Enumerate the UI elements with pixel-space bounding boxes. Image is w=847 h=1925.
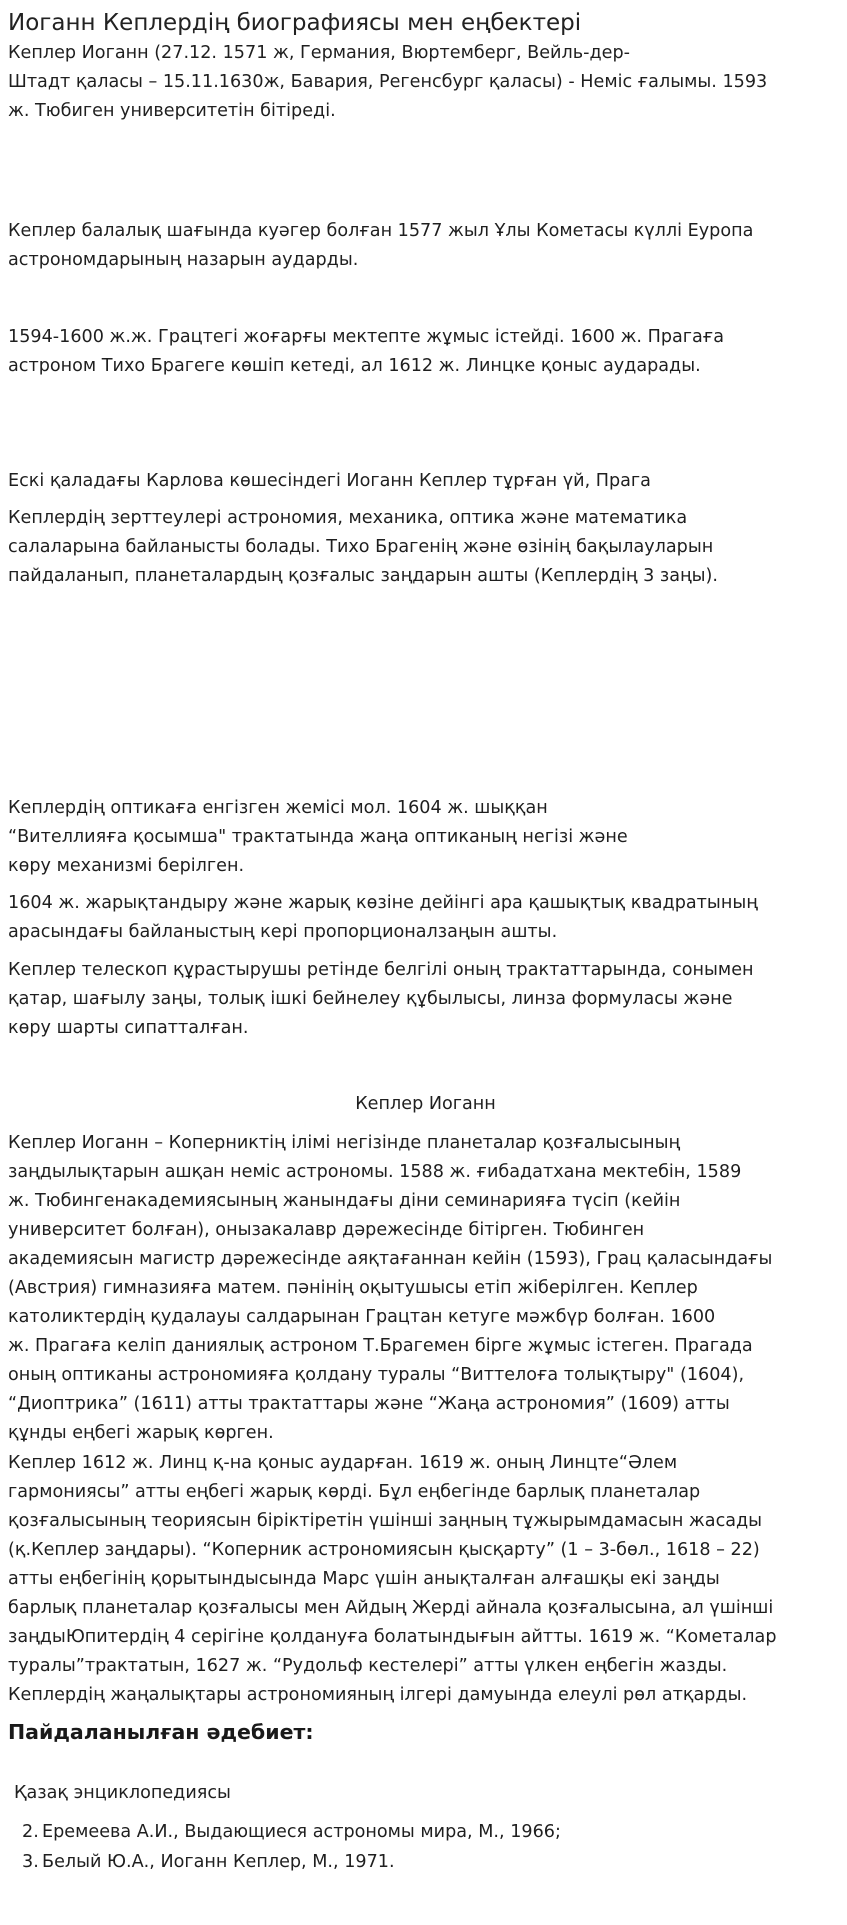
reference-number: 2. [22, 1822, 39, 1842]
paragraph-graz: 1594-1600 ж.ж. Грацтегі жоғарғы мектепте жұмыс істейді. 1600 ж. Прагаға астроном Тихо Брагеге көшіп кетеді, ал 1612 ж. Линцке қоныс аударады. [8, 327, 724, 376]
reference-number: 3. [22, 1852, 39, 1872]
paragraph-linz: Кеплер 1612 ж. Линц қ-на қоныс аударған. 1619 ж. оның Линцте“Әлем гармониясы” атты еңбегі жарық көрді. Бұл еңбегінде барлық планеталар қозғалысының теориясын біріктіретін үшінші заңның тұжырымдамасын жасады (қ.Кеплер заңдары). “Коперник астрономиясын қысқарту” (1 – 3-бөл., 1618 – 22) атты еңбегінің қорытындысында Марс үшін анықталған алғашқы екі заңды барлық планеталар қозғалысы мен Айдың Жерді айнала қозғалысына, ал үшінші заңдыЮпитердің 4 серігіне қолдануға болатындығын айтты. 1619 ж. “Кометалар туралы”трактатын, 1627 ж. “Рудольф кестелері” атты үлкен еңбегін жазды. Кеплердің жаңалықтары астрономияның ілгері дамуында елеулі рөл атқарды. [8, 1453, 777, 1705]
reference-source: Қазақ энциклопедиясы [14, 1783, 231, 1803]
reference-list [22, 1817, 837, 1877]
paragraph-comet: Кеплер балалық шағында куәгер болған 1577 жыл Ұлы Кометасы күллі Еуропа астрономдарының назарын аударды. [8, 221, 754, 270]
paragraph-intro: Кеплер Иоганн (27.12. 1571 ж, Германия, Вюртемберг, Вейль-дер- Штадт қаласы – 15.11.1630ж, Бавария, Регенсбург қаласы) - Неміс ғалымы. 1593 ж. Тюбиген университетін бітіреді. [8, 43, 768, 121]
references-heading: Пайдаланылған әдебиет: [8, 1720, 314, 1744]
image-caption-prague-house: Ескі қаладағы Карлова көшесіндегі Иоганн Кеплер тұрған үй, Прага [8, 471, 651, 491]
page-title: Иоганн Кеплердің биографиясы мен еңбектері [8, 10, 582, 36]
reference-item [22, 1817, 837, 1847]
paragraph-biography: Кеплер Иоганн – Коперниктің ілімі негізінде планеталар қозғалысының заңдылықтарын ашқан неміс астрономы. 1588 ж. ғибадатхана мектебін, 1589 ж. Тюбингенакадемиясының жанындағы діни семинарияға түсіп (кейін университет болған), онызакалавр дәрежесінде бітірген. Тюбинген академиясын магистр дәрежесінде аяқтағаннан кейін (1593), Грац қаласындағы (Австрия) гимназияға матем. пәнінің оқытушысы етіп жіберілген. Кеплер католиктердің қудалауы салдарынан Грацтан кетуге мәжбүр болған. 1600 ж. Прагаға келіп даниялық астроном Т.Брагемен бірге жұмыс істеген. Прагада оның оптиканы астрономияға қолдану туралы “Виттелоға толықтыру" (1604), “Диоптрика” (1611) атты трактаттары және “Жаңа астрономия” (1609) атты құнды еңбегі жарық көрген. [8, 1133, 773, 1443]
paragraph-optics: Кеплердің оптикаға енгізген жемісі мол. 1604 ж. шыққан “Вителлияға қосымша" трактатында жаңа оптиканың негізі және көру механизмі берілген. [8, 798, 628, 876]
section-title-kepler: Кеплер Иоганн [355, 1094, 496, 1114]
reference-text: Белый Ю.А., Иоганн Кеплер, М., 1971. [42, 1852, 395, 1872]
reference-item [22, 1847, 837, 1877]
paragraph-light-law: 1604 ж. жарықтандыру және жарық көзіне дейінгі ара қашықтық квадратының арасындағы байланыстың кері пропорционалзаңын ашты. [8, 893, 758, 942]
paragraph-research: Кеплердің зерттеулері астрономия, механика, оптика және математика салаларына байланысты болады. Тихо Брагенің және өзінің бақылауларын пайдаланып, планеталардың қозғалыс заңдарын ашты (Кеплердің 3 заңы). [8, 508, 718, 586]
paragraph-telescope: Кеплер телескоп құрастырушы ретінде белгілі оның трактаттарында, сонымен қатар, шағылу заңы, толық ішкі бейнелеу құбылысы, линза формуласы және көру шарты сипатталған. [8, 960, 754, 1038]
reference-text: Еремеева А.И., Выдающиеся астрономы мира, М., 1966; [42, 1822, 561, 1842]
